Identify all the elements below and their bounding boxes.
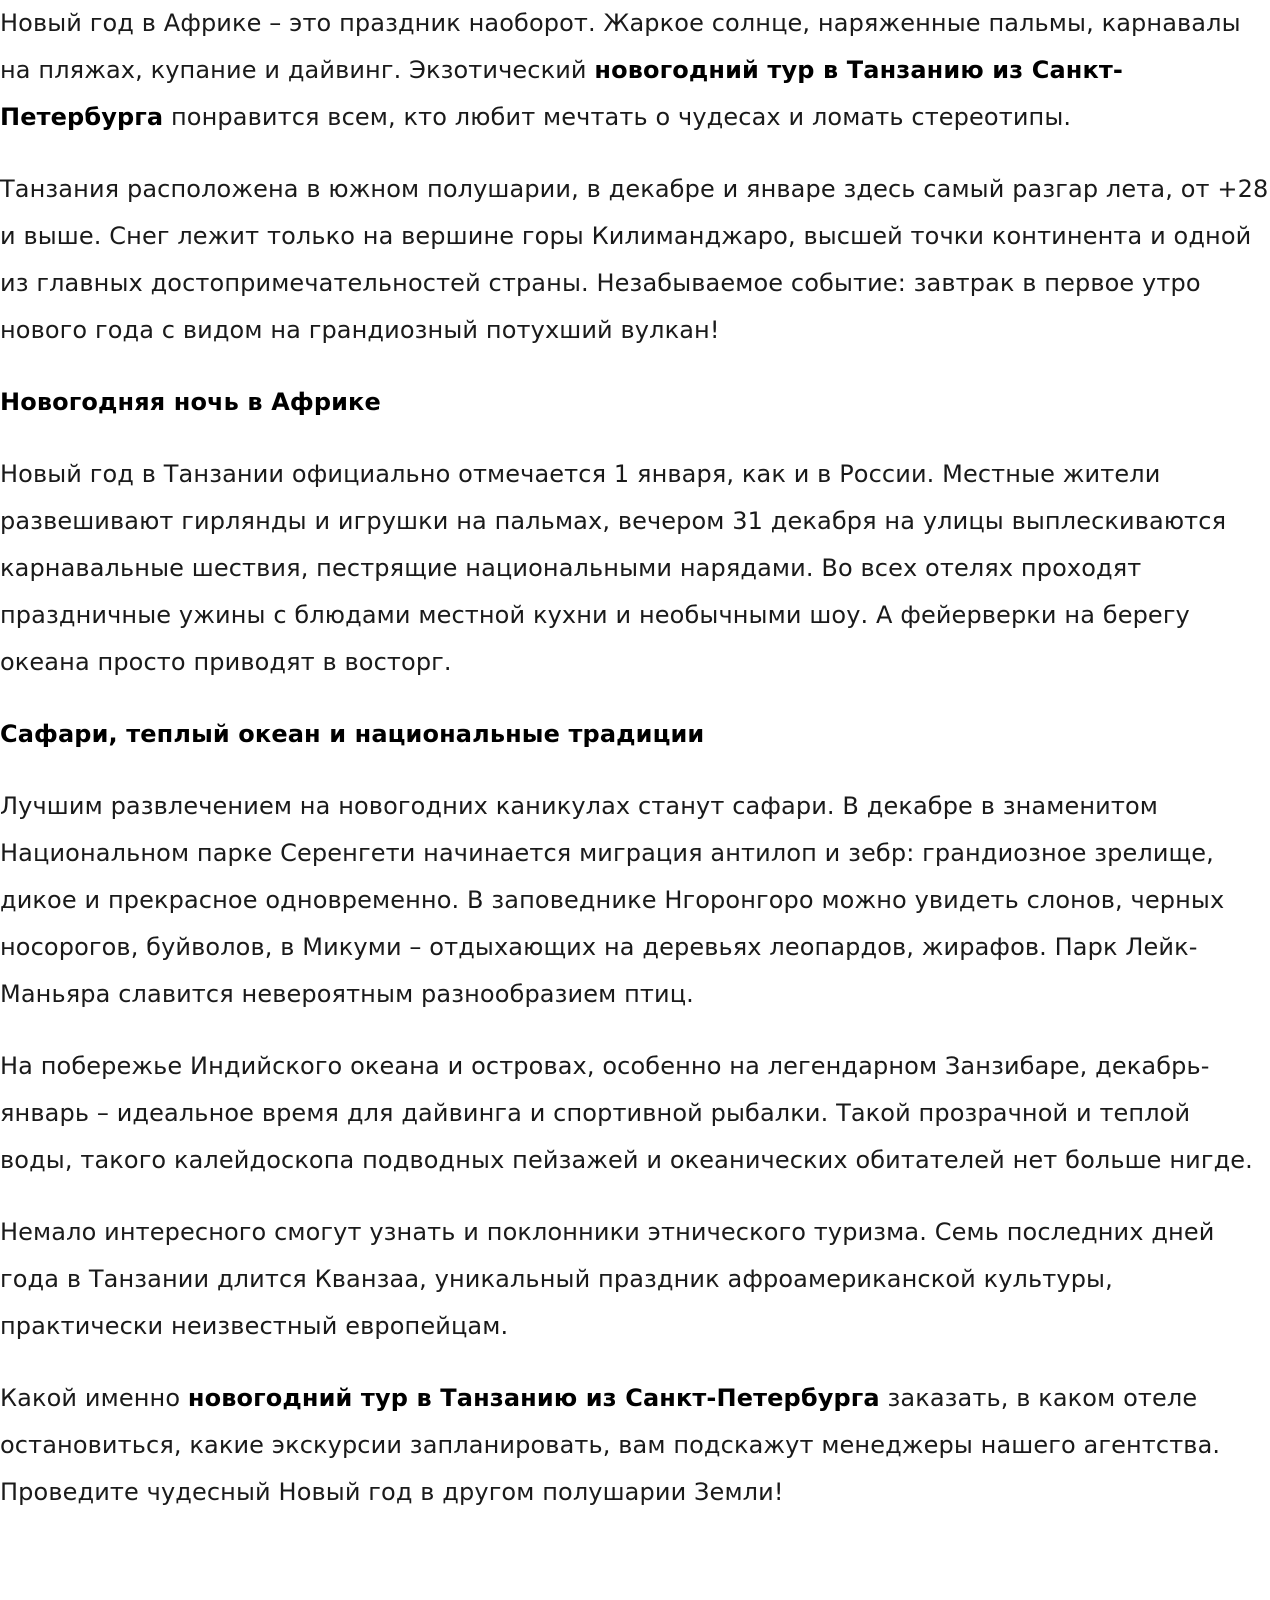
new-year-paragraph: Новый год в Танзании официально отмечается 1 января, как и в России. Местные жители развешивают гирлянды и игрушки на пальмах, вечером 31 декабря на улицы выплескиваются карнавальные шествия, пестрящие национальными нарядами. Во всех отелях проходят праздничные ужины с блюдами местной кухни и необычными шоу. А фейерверки на берегу океана просто приводят в восторг.	[0, 460, 1227, 676]
intro-text-end: понравится всем, кто любит мечтать о чудесах и ломать стереотипы.	[163, 103, 1072, 131]
safari-paragraph: Лучшим развлечением на новогодних каникулах станут сафари. В декабре в знаменитом Национальном парке Серенгети начинается миграция антилоп и зебр: грандиозное зрелище, дикое и прекрасное одновременно. В заповеднике Нгоронгоро можно увидеть слонов, черных носорогов, буйволов, в Микуми – отдыхающих на деревьях леопардов, жирафов. Парк Лейк-Маньяра славится невероятным разнообразием птиц.	[0, 792, 1225, 1008]
climate-paragraph: Танзания расположена в южном полушарии, в декабре и январе здесь самый разгар лета, от +28 и выше. Снег лежит только на вершине горы Килиманджаро, высшей точки континента и одной из главных достопримечательностей страны. Незабываемое событие: завтрак в первое утро нового года с видом на грандиозный потухший вулкан!	[0, 175, 1269, 344]
section-heading-safari: Сафари, теплый океан и национальные традиции	[0, 720, 705, 748]
ocean-paragraph: На побережье Индийского океана и островах, особенно на легендарном Занзибаре, декабрь-январь – идеальное время для дайвинга и спортивной рыбалки. Такой прозрачной и теплой воды, такого калейдоскопа подводных пейзажей и океанических обитателей нет больше нигде.	[0, 1052, 1253, 1174]
intro-text-start: Новый год в Африке – это праздник наоборот. Жаркое солнце, наряженные пальмы, карнавалы на пляжах, купание и дайвинг. Экзотический	[0, 9, 1241, 84]
intro-highlight: новогодний тур в Танзанию из Санкт-Петербурга	[0, 56, 1123, 131]
ethnic-tourism-paragraph: Немало интересного смогут узнать и поклонники этнического туризма. Семь последних дней года в Танзании длится Кванзаа, уникальный праздник афроамериканской культуры, практически неизвестный европейцам.	[0, 1218, 1215, 1340]
closing-text-end: заказать, в каком отеле остановиться, какие экскурсии запланировать, вам подскажут менеджеры нашего агентства. Проведите чудесный Новый год в другом полушарии Земли!	[0, 1384, 1221, 1506]
closing-text-start: Какой именно	[0, 1384, 188, 1412]
section-heading-new-year-night: Новогодняя ночь в Африке	[0, 388, 381, 416]
closing-highlight: новогодний тур в Танзанию из Санкт-Петербурга	[187, 1384, 880, 1412]
intro-paragraph	[0, 0, 1270, 141]
closing-paragraph	[0, 1375, 1270, 1516]
